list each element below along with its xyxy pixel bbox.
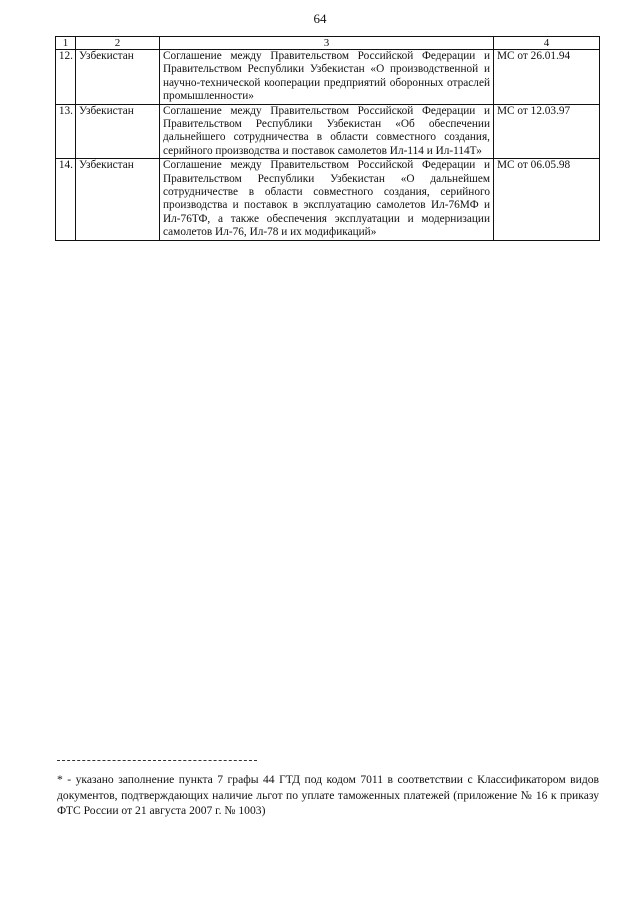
header-cell-3: 3 [160, 37, 494, 50]
row-document: МС от 26.01.94 [494, 50, 600, 105]
row-country: Узбекистан [76, 159, 160, 240]
header-cell-1: 1 [56, 37, 76, 50]
page-number: 64 [313, 11, 327, 26]
row-number: 14. [56, 159, 76, 240]
footnote-text: * - указано заполнение пункта 7 графы 44 ГТД под кодом 7011 в соответствии с Классификатором видов документов, подтверждающих наличие льгот по уплате таможенных платежей (приложение № 16 к приказу ФТС России от 21 августа 2007 г. № 1003) [57, 773, 599, 817]
header-cell-4: 4 [494, 37, 600, 50]
header-cell-2: 2 [76, 37, 160, 50]
row-number: 13. [56, 104, 76, 159]
table-row [56, 159, 600, 240]
row-document: МС от 06.05.98 [494, 159, 600, 240]
table-row [56, 50, 600, 105]
agreements-table [55, 36, 600, 241]
footnote-divider [57, 760, 257, 761]
table-header-row [56, 37, 600, 50]
row-country: Узбекистан [76, 50, 160, 105]
row-country: Узбекистан [76, 104, 160, 159]
row-description: Соглашение между Правительством Российской Федерации и Правительством Республики Узбекистан «Об обеспечении дальнейшего сотрудничества в области совместного создания, серийного производства и поставок самолетов Ил-114 и Ил-114Т» [160, 104, 494, 159]
row-description: Соглашение между Правительством Российской Федерации и Правительством Республики Узбекистан «О производственной и научно-технической кооперации предприятий оборонных отраслей промышленности» [160, 50, 494, 105]
table-row [56, 104, 600, 159]
row-document: МС от 12.03.97 [494, 104, 600, 159]
row-description: Соглашение между Правительством Российской Федерации и Правительством Республики Узбекистан «О дальнейшем сотрудничестве в области совместного создания, серийного производства и поставок в эксплуатацию самолетов Ил-76МФ и Ил-76ТФ, а также обеспечения эксплуатации и модернизации самолетов Ил-76, Ил-78 и их модификаций» [160, 159, 494, 240]
row-number: 12. [56, 50, 76, 105]
